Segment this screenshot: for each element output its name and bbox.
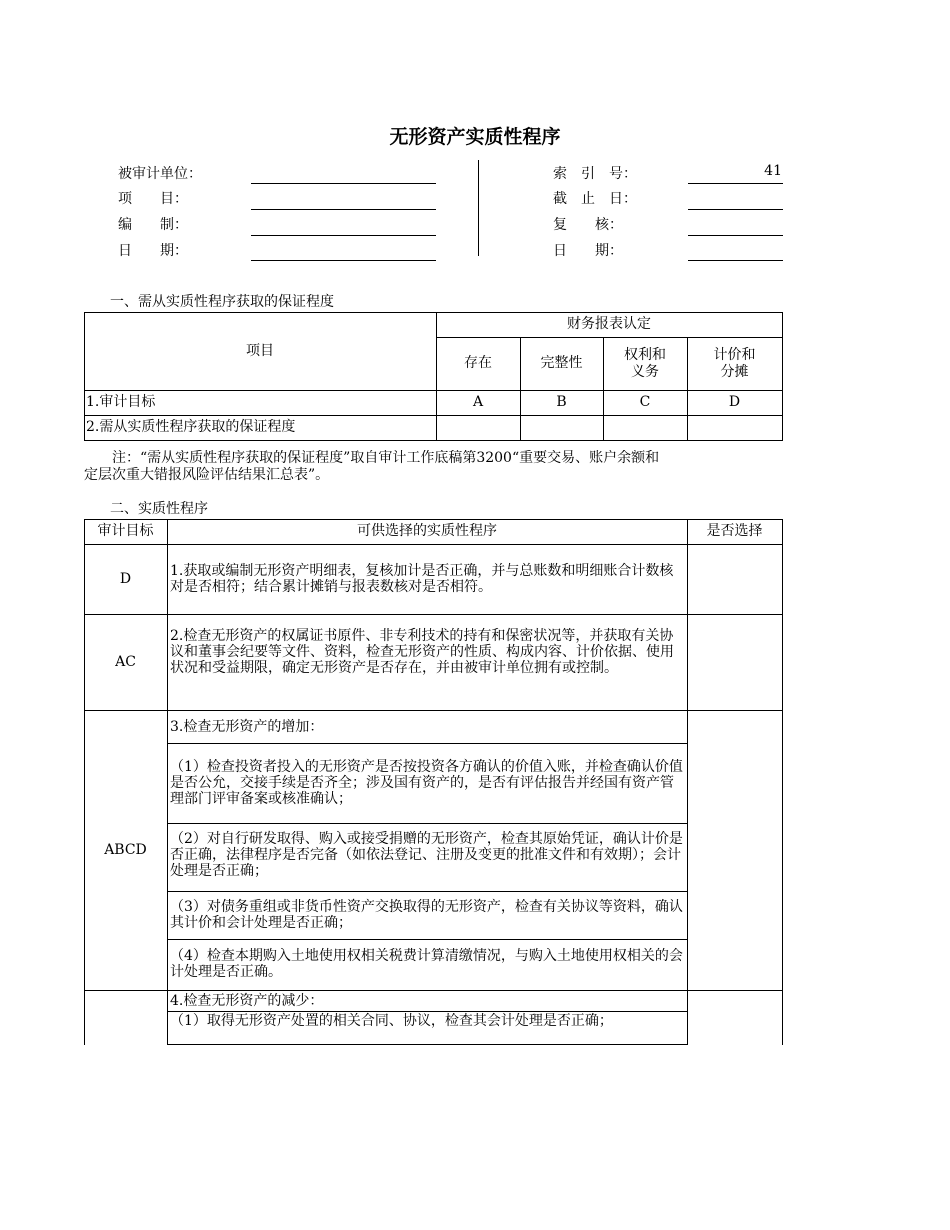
row-label-assurance-level: 2.需从实质性程序获取的保证程度 xyxy=(86,419,296,435)
grid-line xyxy=(84,544,783,545)
grid-line xyxy=(168,939,688,940)
page-title: 无形资产实质性程序 xyxy=(389,126,561,148)
procedure-text: 2.检查无形资产的权属证书原件、非专利技术的持有和保密状况等，并获取有关协议和董事会纪要等文件、资料，检查无形资产的性质、构成内容、计价依据、使用状况和受益期限，确定无形资产是否存在，并由被审计单位拥有或控制。 xyxy=(170,628,674,676)
preparer-field[interactable] xyxy=(252,216,436,234)
col-header-procedure: 可供选择的实质性程序 xyxy=(357,523,497,539)
underline xyxy=(251,235,436,236)
assurance-input[interactable] xyxy=(520,415,603,440)
col-header-completeness: 完整性 xyxy=(540,355,583,371)
table-cell: B xyxy=(556,394,567,410)
header-label-preparer: 编 制： xyxy=(118,217,188,233)
assurance-input[interactable] xyxy=(436,415,520,440)
grid-line xyxy=(84,990,783,991)
col-header-rights: 权利和 义务 xyxy=(624,346,666,380)
sub-procedure-text: （4）检查本期购入土地使用权相关税费计算清缴情况，与购入土地使用权相关的会计处理是否正确。 xyxy=(170,948,683,980)
header-label-project: 项 目： xyxy=(118,191,188,207)
underline xyxy=(251,260,436,261)
select-cell[interactable] xyxy=(688,991,782,1045)
col-item-header: 项目 xyxy=(246,342,274,359)
grid-line xyxy=(168,891,688,892)
grid-line xyxy=(168,743,688,744)
grid-line xyxy=(167,519,168,1045)
row-label-audit-objective: 1.审计目标 xyxy=(86,394,156,410)
header-label-index: 索 引 号： xyxy=(553,166,637,182)
header-label-date-right: 日 期： xyxy=(553,243,623,259)
underline xyxy=(688,235,783,236)
underline xyxy=(688,260,783,261)
underline xyxy=(251,183,436,184)
header-label-date-left: 日 期： xyxy=(118,243,188,259)
grid-line xyxy=(84,710,783,711)
col-header-valuation: 计价和 分摊 xyxy=(713,346,756,380)
header-label-cutoff: 截 止 日： xyxy=(553,191,637,207)
assurance-input[interactable] xyxy=(603,415,687,440)
table-cell: D xyxy=(728,394,741,410)
sub-procedure-text: （2）对自行研发取得、购入或接受捐赠的无形资产，检查其原始凭证，确认计价是否正确，法律程序是否完备（如依法登记、注册及变更的批准文件和有效期）；会计处理是否正确； xyxy=(170,831,683,879)
col-header-target: 审计目标 xyxy=(97,523,154,539)
assurance-input[interactable] xyxy=(687,415,782,440)
header-label-auditee: 被审计单位： xyxy=(118,166,202,182)
table-cell: A xyxy=(472,394,484,410)
procedure-text: 1.获取或编制无形资产明细表，复核加计是否正确，并与总账数和明细账合计数核对是否相符；结合累计摊销与报表数核对是否相符。 xyxy=(170,563,674,595)
section2-heading: 二、实质性程序 xyxy=(110,501,208,517)
reviewer-field[interactable] xyxy=(688,216,782,234)
cutoff-field[interactable] xyxy=(688,190,782,208)
header-label-reviewer: 复 核： xyxy=(553,217,623,233)
target-cell: ABCD xyxy=(104,841,147,858)
section1-heading: 一、需从实质性程序获取的保证程度 xyxy=(110,294,334,310)
select-cell[interactable] xyxy=(688,615,782,710)
underline xyxy=(688,209,783,210)
note xyxy=(84,450,784,486)
note-line-2: 定层次重大错报风险评估结果汇总表”。 xyxy=(84,467,330,483)
underline xyxy=(251,209,436,210)
grid-line xyxy=(168,1011,688,1012)
underline xyxy=(688,183,783,184)
grid-line xyxy=(84,614,783,615)
project-field[interactable] xyxy=(252,190,436,208)
auditee-field[interactable] xyxy=(252,165,436,183)
procedure-text: 4.检查无形资产的减少： xyxy=(170,993,324,1009)
col-header-existence: 存在 xyxy=(464,355,492,371)
target-cell xyxy=(84,990,167,1045)
col-group-header: 财务报表认定 xyxy=(567,316,651,332)
select-cell[interactable] xyxy=(688,545,782,614)
sub-procedure-text: （1）取得无形资产处置的相关合同、协议，检查其会计处理是否正确； xyxy=(170,1013,613,1029)
target-cell: D xyxy=(119,570,132,587)
index-number-field[interactable]: 41 xyxy=(764,163,782,179)
grid-line xyxy=(782,312,783,441)
grid-line xyxy=(168,823,688,824)
table-cell: C xyxy=(639,394,651,410)
grid-line xyxy=(84,440,783,441)
note-line-1: 注：“需从实质性程序获取的保证程度”取自审计工作底稿第3200“重要交易、账户余额和 xyxy=(112,450,660,466)
sub-procedure-text: （1）检查投资者投入的无形资产是否按投资各方确认的价值入账，并检查确认价值是否公允，交接手续是否齐全；涉及国有资产的，是否有评估报告并经国有资产管理部门评审备案或核准确认； xyxy=(170,759,683,807)
grid-line xyxy=(782,519,783,1045)
procedure-text: 3.检查无形资产的增加： xyxy=(170,719,324,735)
select-cell[interactable] xyxy=(688,711,782,990)
date-right-field[interactable] xyxy=(688,242,782,260)
target-cell: AC xyxy=(115,653,136,670)
col-header-select: 是否选择 xyxy=(706,523,763,539)
sub-procedure-text: （3）对债务重组或非货币性资产交换取得的无形资产，检查有关协议等资料，确认其计价和会计处理是否正确； xyxy=(170,899,683,931)
date-left-field[interactable] xyxy=(252,242,436,260)
header-divider xyxy=(478,160,479,256)
grid-line xyxy=(168,1044,688,1045)
